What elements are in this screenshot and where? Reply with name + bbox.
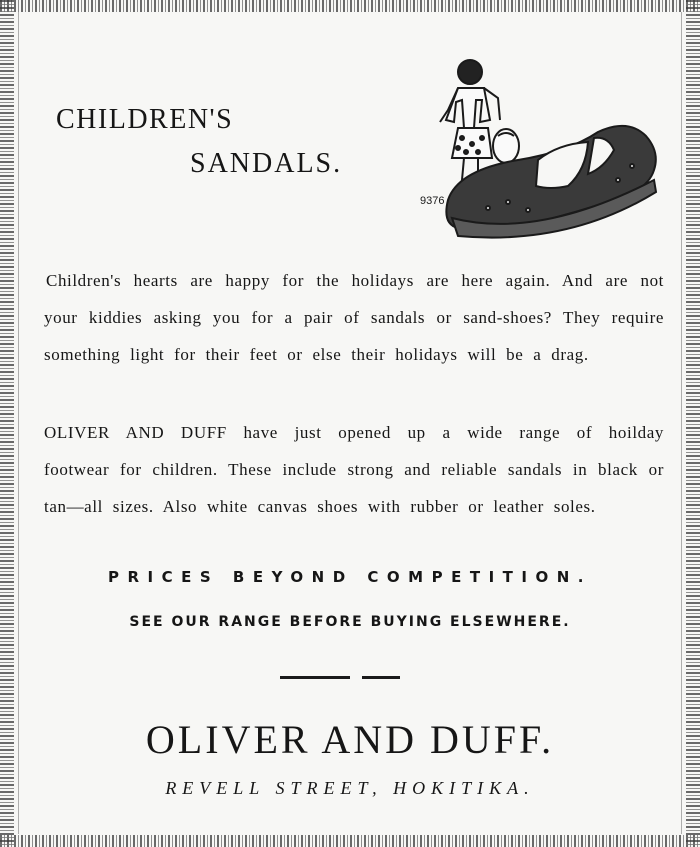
dotted-border-bottom: [0, 835, 700, 847]
company-name: OLIVER AND DUFF.: [145, 717, 555, 762]
column-rule-right: [681, 12, 682, 834]
divider-rule-left: [280, 676, 350, 679]
column-rule-left: [18, 12, 19, 834]
body-paragraph-2: OLIVER AND DUFF have just opened up a wide range of hoilday footwear for children. These include strong and reliable sandals in black or tan—all sizes. Also white canvas shoes with rubber or leather soles.: [44, 423, 664, 516]
company-address: REVELL STREET, HOKITIKA.: [165, 778, 535, 798]
model-number: 9376: [420, 195, 445, 207]
prices-slogan: PRICES BEYOND COMPETITION.: [108, 568, 592, 586]
body-paragraph-1: Children's hearts are happy for the holidays are here again. And are not your kiddies asking you for a pair of sandals or sand-shoes? They require something light for their feet or else their holidays will be a drag.: [44, 271, 664, 364]
divider-rule-right: [362, 676, 400, 679]
headline-childrens: CHILDREN'S: [56, 104, 234, 135]
see-range-slogan: SEE OUR RANGE BEFORE BUYING ELSEWHERE.: [129, 614, 571, 630]
girl-and-sandal-illustration: [418, 40, 668, 250]
headline-sandals: SANDALS.: [190, 148, 343, 179]
dotted-border-top: [0, 0, 700, 12]
